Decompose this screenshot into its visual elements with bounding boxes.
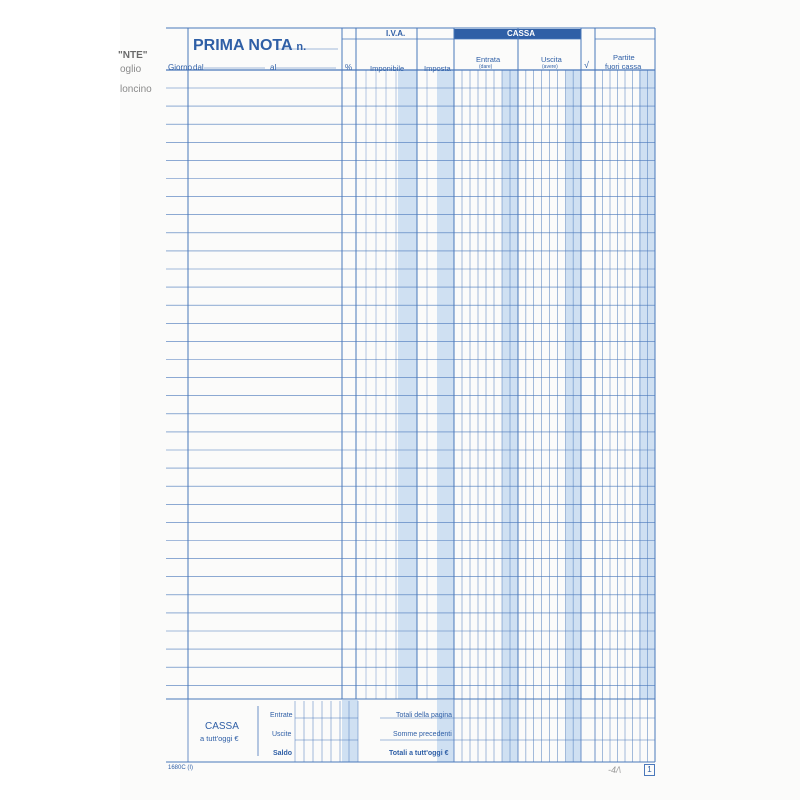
header-cassa: CASSA	[507, 29, 536, 38]
header-giorno: Giorno	[168, 63, 193, 72]
header-imposta: Imposta	[424, 64, 451, 73]
footer-entrate: Entrate	[270, 712, 293, 719]
header-uscita-sub: (avere)	[542, 64, 558, 70]
shade-footer-cassa	[342, 700, 358, 762]
form-code: 1680C (I)	[168, 765, 194, 771]
header-uscita: Uscita	[541, 55, 562, 64]
footer-totali-oggi: Totali a tutt'oggi €	[389, 750, 449, 757]
header-entrata-sub: (dare)	[479, 64, 493, 70]
footer-totali-pagina: Totali della pagina	[396, 712, 453, 719]
header-imponibile: Imponibile	[370, 64, 405, 73]
bleed-text-3: loncino	[120, 84, 152, 95]
shade-uscita	[566, 70, 581, 699]
header-al: al	[270, 63, 277, 72]
shade-imposta	[437, 70, 454, 699]
footer-saldo: Saldo	[273, 750, 293, 757]
form-title: PRIMA NOTA n.	[193, 37, 307, 54]
page-number: 1	[644, 764, 655, 776]
header-iva: I.V.A.	[386, 29, 406, 38]
footer-somme-precedenti: Somme precedenti	[393, 731, 452, 738]
shade-imponibile	[398, 70, 417, 699]
bleed-text-2: oglio	[120, 64, 142, 75]
shaded-columns	[342, 70, 655, 762]
header-percent: %	[345, 63, 353, 72]
header-entrata: Entrata	[476, 55, 501, 64]
footer-uscite: Uscite	[272, 731, 292, 738]
header-dal: dal	[193, 63, 204, 72]
shade-footer-uscita	[566, 700, 581, 762]
header-partite: Partite	[613, 53, 635, 62]
header-check: √	[584, 60, 589, 70]
footer-cassa-title: CASSA	[205, 721, 239, 732]
header-fuori-cassa: fuori cassa	[605, 62, 642, 71]
shade-partite	[639, 70, 655, 699]
bleed-text-1: "NTE"	[118, 50, 148, 61]
footer-cassa-sub: a tutt'oggi €	[200, 734, 239, 743]
handwritten-mark: -4/\	[608, 765, 622, 775]
